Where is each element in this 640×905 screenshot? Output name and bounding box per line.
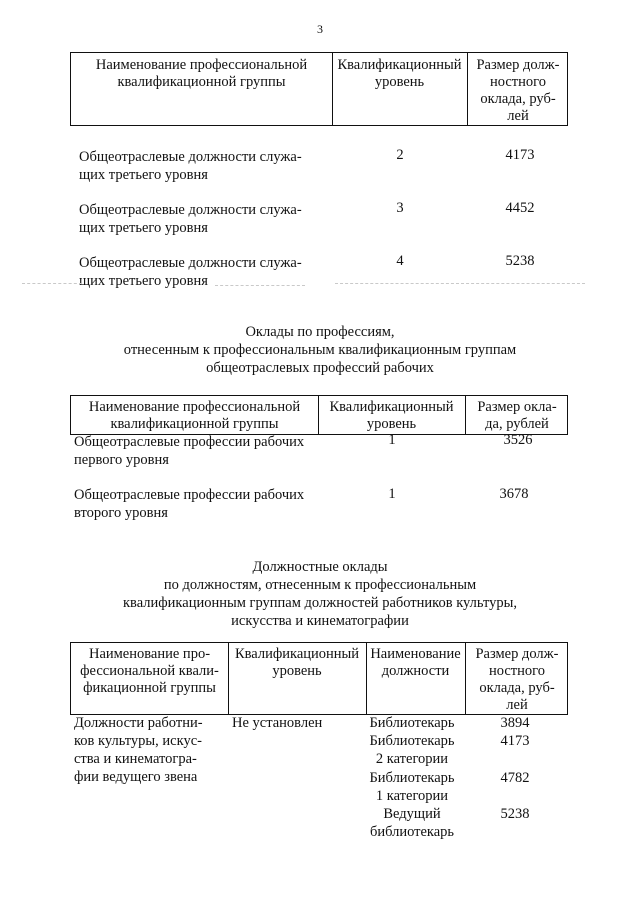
- table3-position-name: Библиотекарь: [369, 715, 455, 731]
- table3-position-salary: 5238: [500, 806, 530, 822]
- table2-row-level: 1: [388, 432, 396, 448]
- table1-row-level: 2: [396, 147, 404, 163]
- table1-header-salary: Размер долж- ностного оклада, руб- лей: [476, 57, 560, 124]
- table2-row-name: Общеотраслевые профессии рабочих второго уровня: [74, 487, 305, 521]
- table1-row-name: Общеотраслевые должности служа- щих третьего уровня: [79, 202, 302, 236]
- scan-smudge: [335, 283, 585, 284]
- section2-title: Оклады по профессиям, отнесенным к профессиональным квалификационным группам общеотраслевых профессий рабочих: [123, 324, 517, 376]
- table3-position-name: Ведущий библиотекарь: [369, 806, 455, 840]
- table3-position-salary: 4782: [500, 770, 530, 786]
- table3-position-salary: 4173: [500, 733, 530, 749]
- scan-smudge: [22, 283, 82, 284]
- table2-row-salary: 3526: [503, 432, 533, 448]
- table1-row-level: 4: [396, 253, 404, 269]
- table1-header-name: Наименование профессиональной квалификационной группы: [95, 57, 308, 90]
- table2-header-salary: Размер окла- да, рублей: [477, 399, 557, 432]
- table2-row-name: Общеотраслевые профессии рабочих первого уровня: [74, 434, 305, 468]
- table2-row-level: 1: [388, 486, 396, 502]
- table1-row-level: 3: [396, 200, 404, 216]
- section3-title: Должностные оклады по должностям, отнесенным к профессиональным квалификационным группам должностей работников культуры, искусства и кинематографии: [123, 559, 517, 629]
- table3-level: Не установлен: [232, 715, 323, 731]
- table3-header-position: Наименование должности: [370, 646, 461, 679]
- table3-header: [70, 642, 568, 715]
- table2-header: [70, 395, 568, 435]
- table3-header-level: Квалификационный уровень: [234, 646, 360, 679]
- table3-header-salary: Размер долж- ностного оклада, руб- лей: [475, 646, 559, 713]
- table3-position-name: Библиотекарь 2 категории: [369, 733, 455, 767]
- page-number: 3: [317, 22, 323, 36]
- table3-position-salary: 3894: [500, 715, 530, 731]
- table1-row-salary: 4452: [505, 200, 535, 216]
- table1-row-name: Общеотраслевые должности служа- щих третьего уровня: [79, 255, 302, 289]
- table2-header-name: Наименование профессиональной квалификационной группы: [88, 399, 301, 432]
- scan-smudge: [215, 285, 305, 286]
- table1-header-level: Квалификационный уровень: [337, 57, 462, 90]
- table1-row-name: Общеотраслевые должности служа- щих третьего уровня: [79, 149, 302, 183]
- table3-header-group: Наименование про- фессиональной квали- фикационной группы: [80, 646, 219, 696]
- table1-row-salary: 5238: [505, 253, 535, 269]
- table1-header: [70, 52, 568, 126]
- table1-row-salary: 4173: [505, 147, 535, 163]
- table2-row-salary: 3678: [499, 486, 529, 502]
- table2-header-level: Квалификационный уровень: [329, 399, 454, 432]
- table3-group-name: Должности работни- ков культуры, искус- ства и кинематогра- фии ведущего звена: [74, 715, 203, 785]
- table3-position-name: Библиотекарь 1 категории: [369, 770, 455, 804]
